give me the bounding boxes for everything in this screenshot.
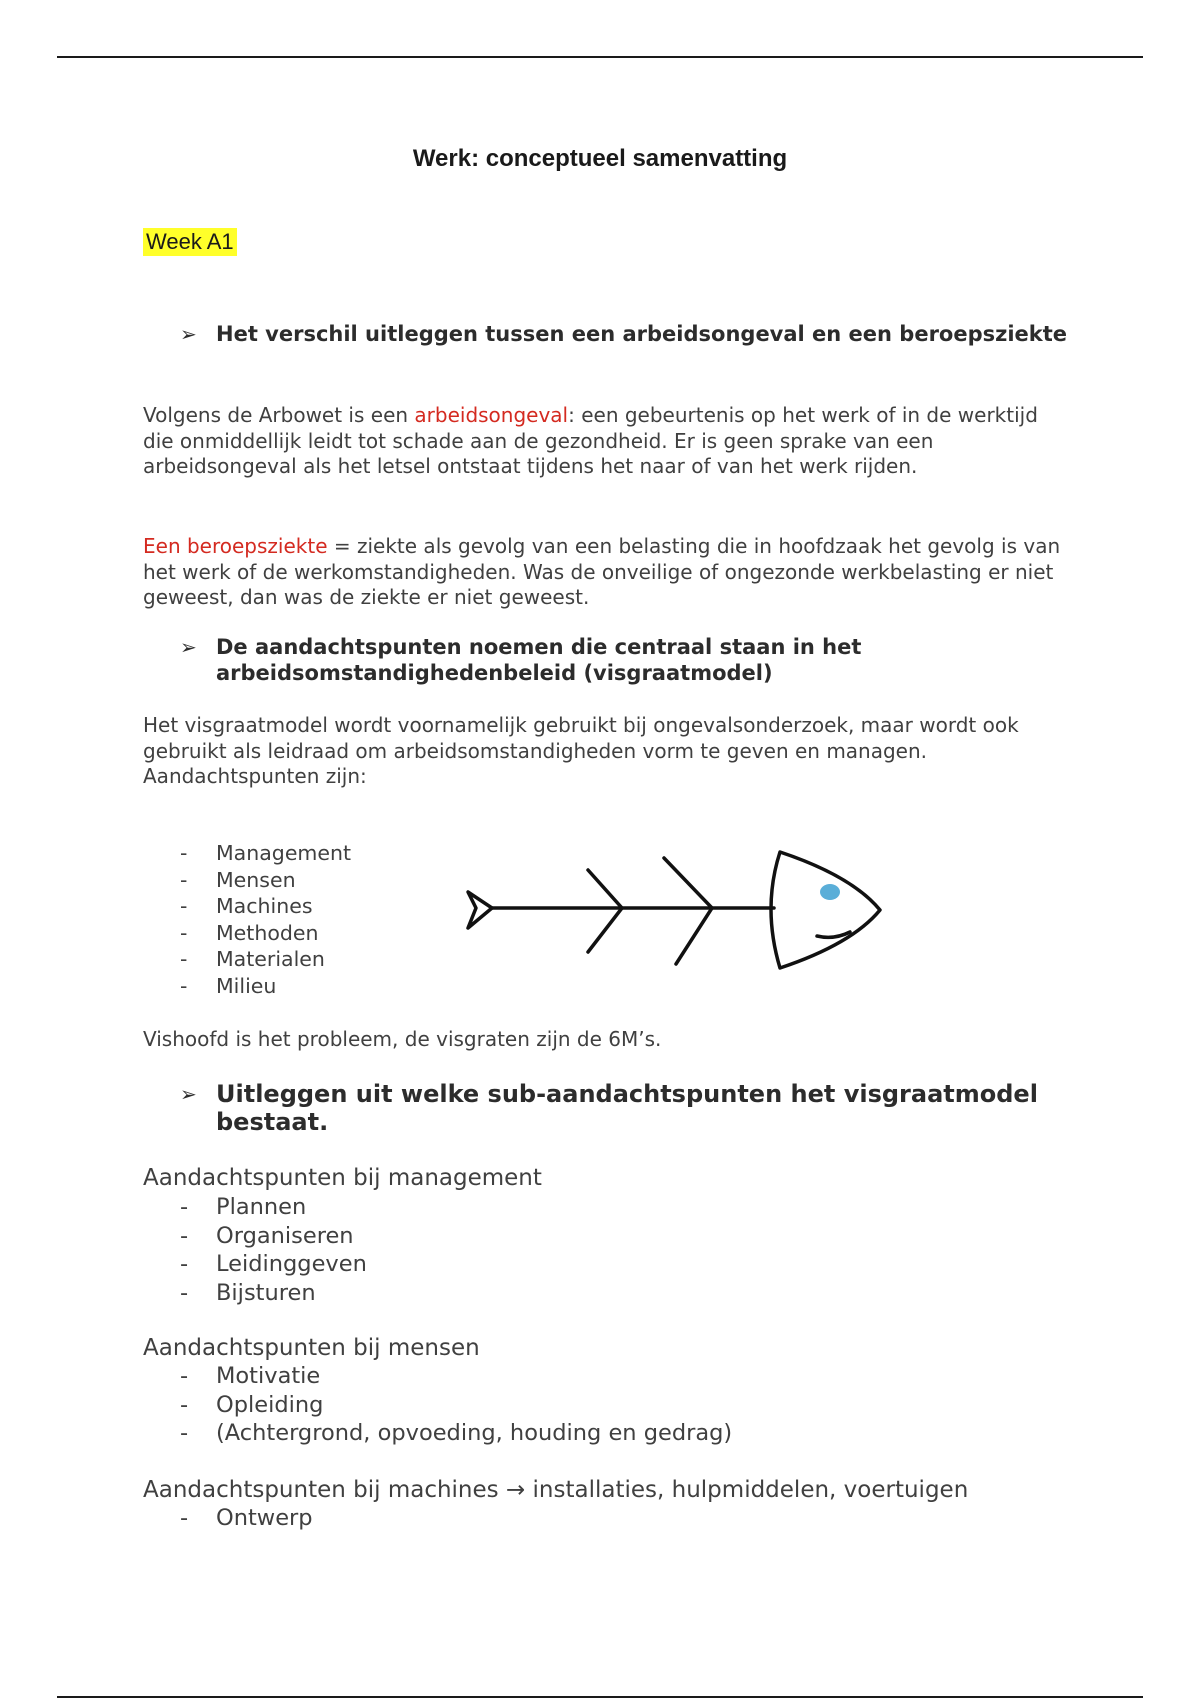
fish-tail xyxy=(468,892,492,928)
dash: - xyxy=(180,841,188,865)
heading-arbeidsongeval xyxy=(180,321,1080,347)
heading-aandachtspunten xyxy=(180,634,1080,686)
six-m-list xyxy=(180,840,351,999)
list-item xyxy=(180,1250,367,1279)
arrow-bullet-icon: ➢ xyxy=(180,1082,197,1106)
item-text: Mensen xyxy=(216,867,296,892)
text-span: = ziekte als gevolg van een belasting die in hoofdzaak het gevolg is van het werk of de werkomstandigheden. Was de onveilige of ongezonde werkbelasting er niet geweest, dan was de ziekte er niet geweest. xyxy=(143,534,1061,609)
subtitle-management: Aandachtspunten bij management xyxy=(143,1165,542,1191)
list-item xyxy=(180,1419,732,1448)
fish-bone-2 xyxy=(664,858,712,964)
item-text: Motivatie xyxy=(216,1363,321,1389)
dash: - xyxy=(180,1251,189,1277)
list-item xyxy=(180,867,351,894)
text-span: Volgens de Arbowet is een xyxy=(143,403,415,427)
list-item xyxy=(180,946,351,973)
visgraat-description: Het visgraatmodel wordt voornamelijk gebruikt bij ongevalsonderzoek, maar wordt ook gebruikt als leidraad om arbeidsomstandigheden vorm te geven en managen. xyxy=(143,713,1019,763)
management-list xyxy=(180,1193,367,1307)
text-span: : een gebeurtenis op het werk of in de werktijd die onmiddellijk leidt tot schade aan de gezondheid. Er is geen sprake van een arbeidsongeval als het letsel ontstaat tijdens het naar of van het werk rijden. xyxy=(143,403,1038,478)
item-text: Management xyxy=(216,841,352,865)
list-item xyxy=(180,893,351,920)
paragraph-beroepsziekte xyxy=(143,534,1073,611)
dash: - xyxy=(180,947,188,971)
fishbone-diagram xyxy=(462,812,882,982)
paragraph-visgraatmodel xyxy=(143,713,1073,790)
heading-text: De aandachtspunten noemen die centraal staan in het arbeidsomstandighedenbeleid (visgraatmodel) xyxy=(216,635,862,685)
item-text: Machines xyxy=(216,894,313,918)
subtitle-mensen: Aandachtspunten bij mensen xyxy=(143,1335,480,1361)
item-text: Bijsturen xyxy=(216,1279,316,1306)
dash: - xyxy=(180,1194,189,1220)
fish-head xyxy=(771,852,880,968)
subtitle-machines: Aandachtspunten bij machines → installaties, hulpmiddelen, voertuigen xyxy=(143,1477,969,1503)
mensen-list xyxy=(180,1362,732,1448)
item-text: Leidinggeven xyxy=(216,1251,367,1277)
heading-text: Uitleggen uit welke sub-aandachtspunten het visgraatmodel bestaat. xyxy=(216,1080,1038,1136)
item-text: Plannen xyxy=(216,1194,307,1220)
document-title: Werk: conceptueel samenvatting xyxy=(412,145,788,172)
dash: - xyxy=(180,973,188,998)
list-item xyxy=(180,1362,732,1391)
item-text: Organiseren xyxy=(216,1222,354,1249)
list-item xyxy=(180,1193,367,1222)
arrow-bullet-icon: ➢ xyxy=(180,322,197,346)
fish-eye-icon xyxy=(820,884,840,900)
week-label: Week A1 xyxy=(143,228,237,256)
bottom-rule xyxy=(57,1696,1143,1698)
list-item xyxy=(180,973,351,1000)
dash: - xyxy=(180,1420,189,1446)
item-text: (Achtergrond, opvoeding, houding en gedrag) xyxy=(216,1420,733,1446)
dash: - xyxy=(180,1279,189,1306)
list-item xyxy=(180,1504,313,1533)
dash: - xyxy=(180,1363,189,1389)
item-text: Milieu xyxy=(216,973,277,998)
heading-sub-aandachtspunten xyxy=(180,1080,1080,1136)
dash: - xyxy=(180,1391,189,1418)
item-text: Opleiding xyxy=(216,1391,324,1418)
dash: - xyxy=(180,1505,189,1531)
paragraph-vishoofd: Vishoofd is het probleem, de visgraten zijn de 6M’s. xyxy=(143,1027,662,1051)
item-text: Methoden xyxy=(216,920,319,945)
paragraph-arbeidsongeval xyxy=(143,403,1073,480)
dash: - xyxy=(180,920,188,945)
fish-bone-1 xyxy=(588,870,622,952)
dash: - xyxy=(180,894,188,918)
machines-list xyxy=(180,1504,313,1533)
dash: - xyxy=(180,1222,189,1249)
term-beroepsziekte: Een beroepsziekte xyxy=(143,534,328,558)
heading-text: Het verschil uitleggen tussen een arbeidsongeval en een beroepsziekte xyxy=(216,322,1068,346)
list-item xyxy=(180,1222,367,1251)
list-item xyxy=(180,1391,732,1420)
top-rule xyxy=(57,56,1143,58)
term-arbeidsongeval: arbeidsongeval xyxy=(414,403,569,427)
item-text: Ontwerp xyxy=(216,1505,313,1531)
list-item xyxy=(180,840,351,867)
aandachtspunten-intro: Aandachtspunten zijn: xyxy=(143,764,367,788)
item-text: Materialen xyxy=(216,947,325,971)
list-item xyxy=(180,1279,367,1308)
arrow-bullet-icon: ➢ xyxy=(180,635,197,659)
fish-mouth xyxy=(817,932,850,937)
dash: - xyxy=(180,867,188,892)
list-item xyxy=(180,920,351,947)
